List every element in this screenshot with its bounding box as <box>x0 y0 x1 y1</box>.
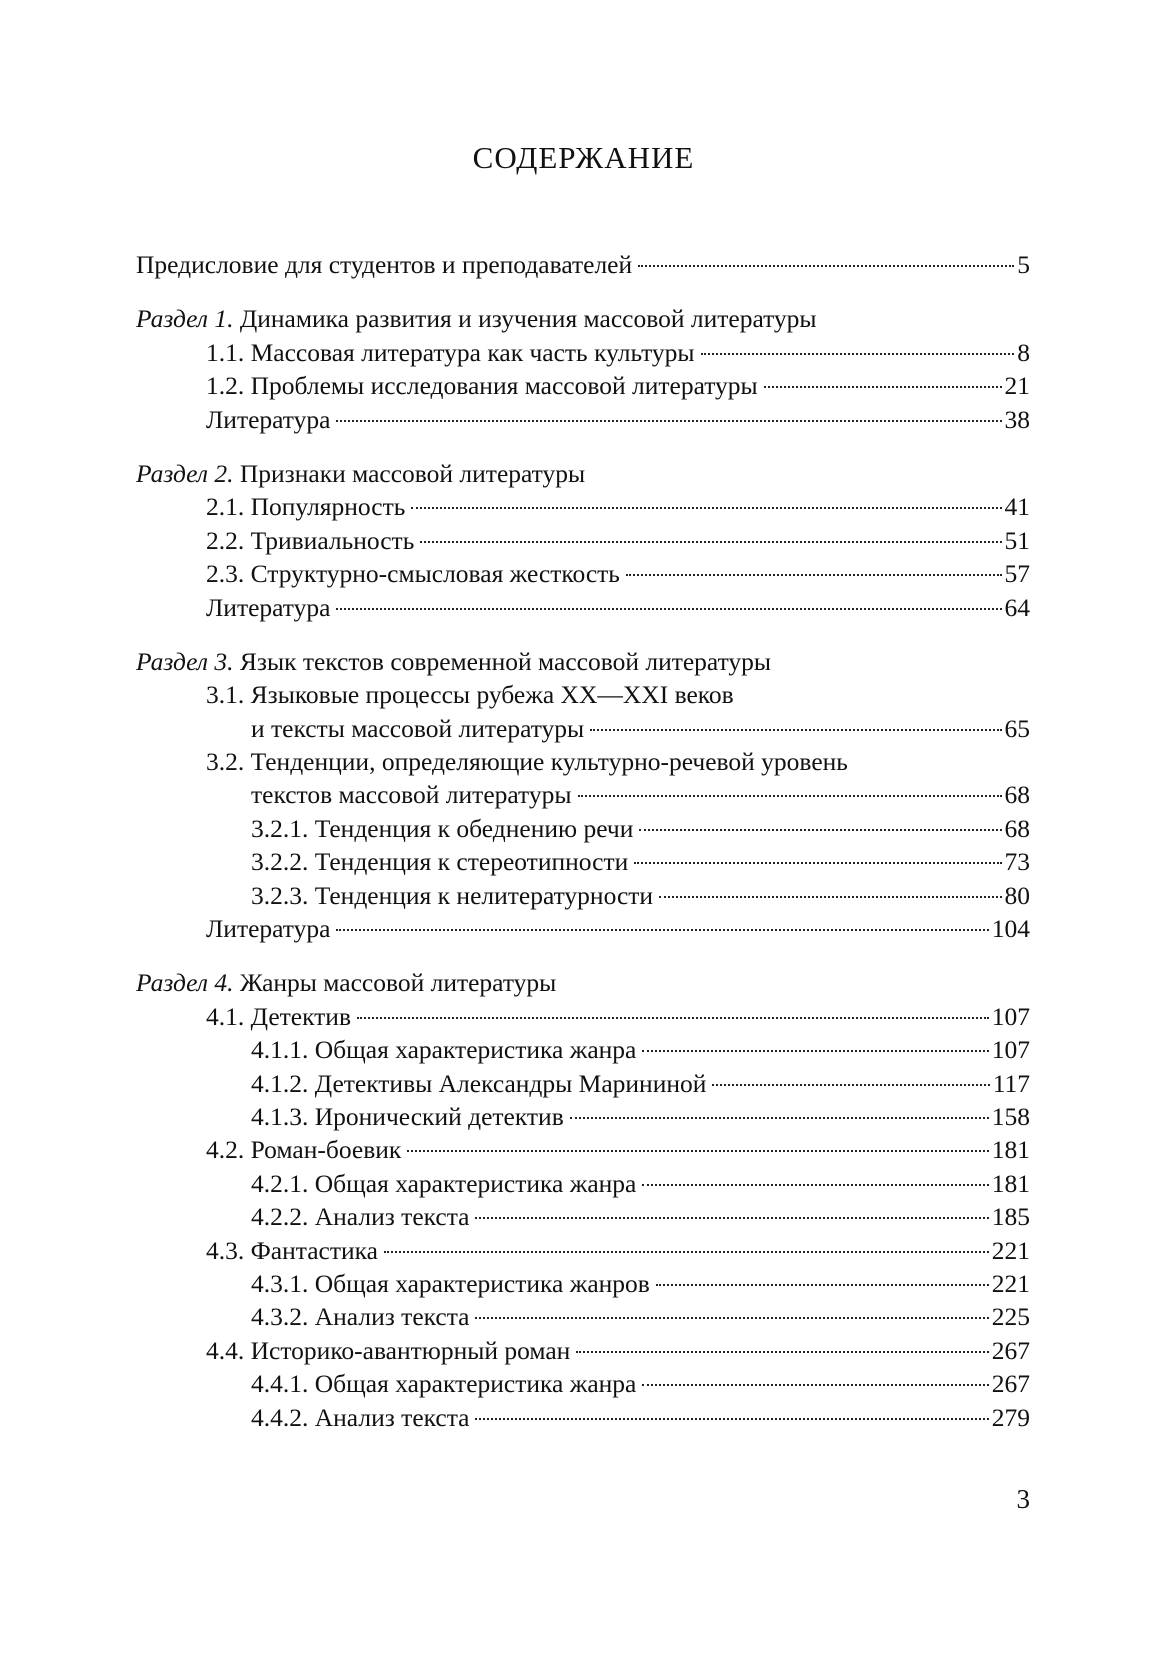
dot-leader <box>638 264 1014 267</box>
toc-entry-text: 3.2.1. Тенденция к обеднению речи <box>251 813 634 843</box>
toc-entry-page: 221 <box>991 1235 1030 1265</box>
dot-leader <box>475 1316 988 1319</box>
dot-leader <box>642 1383 988 1386</box>
toc-entry-text: 4.1.3. Иронический детектив <box>251 1101 564 1131</box>
section-title: Жанры массовой литературы <box>239 968 557 998</box>
toc-entry-page: 181 <box>991 1135 1030 1165</box>
toc-entry[interactable] <box>136 1100 1030 1133</box>
toc-entry-first-line: 3.1. Языковые процессы рубежа XX—XXI веков <box>206 680 734 710</box>
dot-leader <box>384 1250 989 1253</box>
toc-entry[interactable] <box>136 591 1030 624</box>
toc-entry[interactable] <box>136 1234 1030 1267</box>
dot-leader <box>475 1216 988 1219</box>
toc-entry-text: 1.1. Массовая литература как часть культуры <box>206 337 695 367</box>
toc-entry-page: 51 <box>1004 525 1030 555</box>
dot-leader <box>570 1116 989 1119</box>
toc-entry[interactable] <box>136 879 1030 912</box>
toc-entry-text: 4.2. Роман-боевик <box>206 1135 402 1165</box>
toc-entry-text: Предисловие для студентов и преподавателей <box>136 250 633 279</box>
toc-entry[interactable] <box>136 369 1030 402</box>
toc-entry[interactable] <box>136 1133 1030 1166</box>
toc-entry[interactable] <box>136 1167 1030 1200</box>
dot-leader <box>578 794 1002 797</box>
toc-entry-page: 5 <box>1017 250 1030 279</box>
dot-leader <box>764 385 1002 388</box>
toc-entry-page: 117 <box>992 1068 1030 1098</box>
toc-entry-text: 4.3. Фантастика <box>206 1235 378 1265</box>
dot-leader <box>701 352 1015 355</box>
toc-entry-text: 3.2.3. Тенденция к нелитературности <box>251 880 654 910</box>
toc-entry[interactable] <box>136 712 1030 745</box>
toc-entry-page: 80 <box>1004 880 1030 910</box>
dot-leader <box>642 1183 988 1186</box>
toc-entry-page: 73 <box>1004 847 1030 877</box>
toc-entry-page: 21 <box>1004 371 1030 401</box>
toc-entry-text: 4.1.2. Детективы Александры Марининой <box>251 1068 707 1098</box>
toc-entry-text: и тексты массовой литературы <box>251 713 585 743</box>
toc-entry-page: 279 <box>991 1402 1030 1432</box>
section-title: Динамика развития и изучения массовой литературы <box>239 304 817 334</box>
toc-entry[interactable] <box>136 1300 1030 1333</box>
toc-entry-page: 38 <box>1004 404 1030 434</box>
toc-entry-text: Литература <box>206 914 331 944</box>
toc-entry-text: 4.2.2. Анализ текста <box>251 1202 470 1232</box>
section-heading-1: Раздел 1. Динамика развития и изучения массовой литературы <box>136 304 817 334</box>
dot-leader <box>576 1350 988 1353</box>
toc-entry-text: 2.2. Тривиальность <box>206 525 415 555</box>
toc-entry[interactable] <box>136 845 1030 878</box>
table-of-contents <box>136 248 1030 1434</box>
toc-entry-page: 185 <box>991 1202 1030 1232</box>
dot-leader <box>420 540 1001 543</box>
toc-entry-page: 65 <box>1004 713 1030 743</box>
toc-entry-page: 267 <box>991 1369 1030 1399</box>
dot-leader <box>639 828 1001 831</box>
toc-entry-text: Литература <box>206 592 331 622</box>
toc-entry[interactable] <box>136 1334 1030 1367</box>
toc-entry-page: 181 <box>991 1168 1030 1198</box>
section-label: Раздел 1 <box>136 304 228 334</box>
dot-leader <box>590 728 1001 731</box>
toc-entry[interactable] <box>136 1033 1030 1066</box>
dot-leader <box>336 928 988 931</box>
dot-leader <box>336 607 1001 610</box>
dot-leader <box>712 1083 989 1086</box>
toc-entry[interactable] <box>136 812 1030 845</box>
section-label: Раздел 3 <box>136 646 228 676</box>
toc-entry-text: текстов массовой литературы <box>251 780 572 810</box>
toc-entry[interactable] <box>136 1000 1030 1033</box>
toc-entry-page: 8 <box>1017 337 1030 367</box>
toc-entry-page: 107 <box>991 1001 1030 1031</box>
toc-entry-text: 4.2.1. Общая характеристика жанра <box>251 1168 637 1198</box>
toc-entry-page: 104 <box>991 914 1030 944</box>
toc-entry-page: 68 <box>1004 780 1030 810</box>
toc-entry-page: 57 <box>1004 559 1030 589</box>
toc-entry-first-line: 3.2. Тенденции, определяющие культурно-речевой уровень <box>206 747 848 777</box>
toc-entry-page: 225 <box>991 1302 1030 1332</box>
toc-entry-text: 2.1. Популярность <box>206 492 406 522</box>
toc-entry-page: 107 <box>991 1035 1030 1065</box>
toc-entry-text: 4.4. Историко-авантюрный роман <box>206 1335 571 1365</box>
toc-entry-text: 4.1.1. Общая характеристика жанра <box>251 1035 637 1065</box>
dot-leader <box>407 1149 988 1152</box>
toc-entry-page: 64 <box>1004 592 1030 622</box>
section-heading-3: Раздел 3. Язык текстов современной массовой литературы <box>136 646 772 676</box>
dot-leader <box>634 861 1001 864</box>
toc-entry-preface[interactable] <box>136 248 1030 281</box>
dot-leader <box>475 1417 988 1420</box>
section-heading-2: Раздел 2. Признаки массовой литературы <box>136 458 586 488</box>
toc-entry[interactable] <box>136 490 1030 523</box>
toc-entry[interactable] <box>136 403 1030 436</box>
toc-entry-text: 3.2.2. Тенденция к стереотипности <box>251 847 629 877</box>
toc-entry-page: 68 <box>1004 813 1030 843</box>
section-title: Язык текстов современной массовой литературы <box>239 646 772 676</box>
toc-entry[interactable] <box>136 1367 1030 1400</box>
dot-leader <box>357 1016 989 1019</box>
section-label: Раздел 2 <box>136 458 228 488</box>
toc-entry[interactable] <box>136 1401 1030 1434</box>
toc-entry-text: 4.4.1. Общая характеристика жанра <box>251 1369 637 1399</box>
toc-entry[interactable] <box>136 1200 1030 1233</box>
toc-entry-page: 41 <box>1004 492 1030 522</box>
toc-entry-text: 4.4.2. Анализ текста <box>251 1402 470 1432</box>
toc-entry[interactable] <box>136 1267 1030 1300</box>
toc-entry[interactable] <box>136 524 1030 557</box>
page-title: СОДЕРЖАНИЕ <box>472 140 695 175</box>
dot-leader <box>642 1049 988 1052</box>
dot-leader <box>411 506 1001 509</box>
toc-entry-page: 158 <box>991 1101 1030 1131</box>
toc-entry-page: 221 <box>991 1268 1030 1298</box>
toc-entry-text: 2.3. Структурно-смысловая жесткость <box>206 559 620 589</box>
toc-entry-text: 1.2. Проблемы исследования массовой литературы <box>206 371 758 401</box>
toc-entry-text: Литература <box>206 404 331 434</box>
toc-entry-text: 4.3.2. Анализ текста <box>251 1302 470 1332</box>
dot-leader <box>659 895 1001 898</box>
toc-entry[interactable] <box>136 336 1030 369</box>
dot-leader <box>626 573 1002 576</box>
toc-entry[interactable] <box>136 912 1030 945</box>
toc-entry-page: 267 <box>991 1335 1030 1365</box>
toc-entry[interactable] <box>136 1067 1030 1100</box>
toc-entry-text: 4.3.1. Общая характеристика жанров <box>251 1268 650 1298</box>
toc-entry-text: 4.1. Детектив <box>206 1001 351 1031</box>
section-heading-4: Раздел 4. Жанры массовой литературы <box>136 968 557 998</box>
toc-entry[interactable] <box>136 778 1030 811</box>
dot-leader <box>336 419 1001 422</box>
section-title: Признаки массовой литературы <box>239 458 586 488</box>
toc-entry[interactable] <box>136 557 1030 590</box>
page-number: 3 <box>1016 1484 1030 1514</box>
section-label: Раздел 4 <box>136 968 228 998</box>
dot-leader <box>656 1283 989 1286</box>
